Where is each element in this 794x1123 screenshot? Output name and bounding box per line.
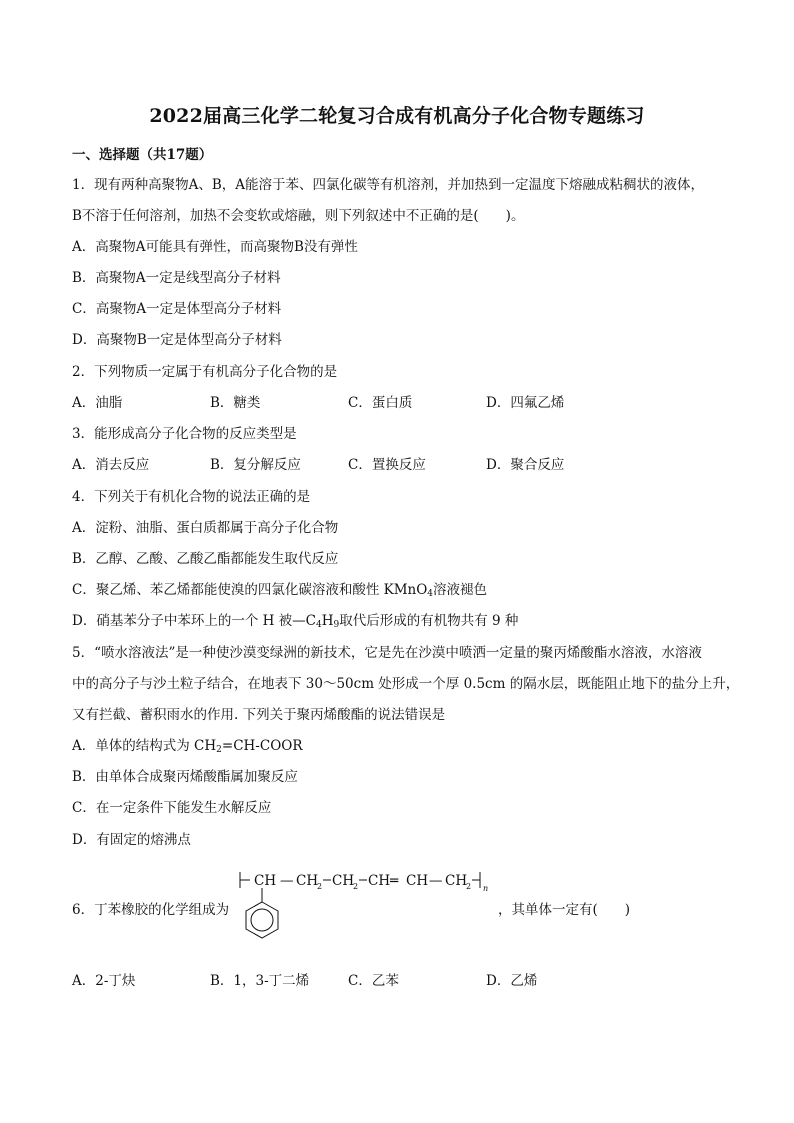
q4-option-d-text: D．硝基苯分子中苯环上的一个 H 被—C <box>72 613 317 629</box>
benzene-ring-icon <box>246 902 278 938</box>
q4-option-d-tail: 取代后形成的有机物共有 9 种 <box>339 613 519 629</box>
q4-option-c-text: C．聚乙烯、苯乙烯都能使溴的四氯化碳溶液和酸性 KMnO <box>72 582 428 598</box>
formula-ch2b: CH <box>332 873 355 889</box>
q5-option-a-text: A．单体的结构式为 CH <box>72 738 217 754</box>
q5-option-a-subscript: 2 <box>216 745 222 755</box>
q4-option-d-subscript1: 4 <box>316 620 322 630</box>
formula-ch2c: CH <box>445 873 468 889</box>
q2-options <box>72 393 564 413</box>
section-heading: 一、选择题（共17题） <box>72 147 213 163</box>
q5-stem-line2: 中的高分子与沙土粒子结合，在地表下 30～50cm 处形成一个厚 0.5cm 的隔水层，既能阻止地下的盐分上升， <box>72 676 740 692</box>
q4-option-a: A．淀粉、油脂、蛋白质都属于高分子化合物 <box>72 520 339 536</box>
formula-ch4: CH <box>406 873 429 889</box>
formula-sub1: 2 <box>317 882 323 891</box>
q3-options <box>72 455 564 475</box>
q6-option-b: B．1，3-丁二烯 <box>210 973 310 989</box>
q4-option-c-subscript: 4 <box>427 589 434 599</box>
q5-option-d: D．有固定的熔沸点 <box>72 832 191 848</box>
q5-stem-line1: 5．“喷水溶液法”是一种使沙漠变绿洲的新技术，它是先在沙漠中喷洒一定量的聚丙烯酸酯水溶液，水溶液 <box>72 645 702 661</box>
q4-option-d-mid: H <box>321 613 334 629</box>
formula-dash2: — <box>429 873 443 889</box>
q1-stem-line2: B不溶于任何溶剂，加热不会变软或熔融，则下列叙述中不正确的是( )。 <box>72 208 525 224</box>
q4-option-c-tail: 溶液褪色 <box>433 582 488 598</box>
q2-option-d: D．四氟乙烯 <box>486 395 565 411</box>
q1-option-c: C．高聚物A一定是体型高分子材料 <box>72 301 282 317</box>
q5-option-c: C．在一定条件下能发生水解反应 <box>72 800 272 816</box>
q4-option-c <box>72 580 487 604</box>
q6-option-d: D．乙烯 <box>486 973 538 989</box>
q6-stem: 6．丁苯橡胶的化学组成为 <box>72 902 230 918</box>
formula-sub2: 2 <box>353 882 359 891</box>
q1-stem-line1: 1．现有两种高聚物A、B，A能溶于苯、四氯化碳等有机溶剂，并加热到一定温度下熔融成粘稠状的液体， <box>72 177 705 193</box>
q2-option-b: B．糖类 <box>210 395 261 411</box>
formula-ch2a: CH <box>296 873 319 889</box>
q4-option-b: B．乙醇、乙酸、乙酸乙酯都能发生取代反应 <box>72 551 339 567</box>
q4-stem: 4．下列关于有机化合物的说法正确的是 <box>72 489 311 505</box>
q5-stem-line3: 又有拦截、蓄积雨水的作用. 下列关于聚丙烯酸酯的说法错误是 <box>72 707 446 723</box>
q6-option-a: A．2-丁炔 <box>72 973 136 989</box>
q1-option-b: B．高聚物A一定是线型高分子材料 <box>72 270 281 286</box>
q6-options <box>72 971 537 991</box>
formula-ch1: CH <box>254 873 277 889</box>
q3-option-c: C．置换反应 <box>348 457 426 473</box>
q3-option-a: A．消去反应 <box>72 457 150 473</box>
q4-option-d <box>72 611 518 635</box>
q5-option-a-tail: =CH-COOR <box>221 738 303 754</box>
q3-option-d: D．聚合反应 <box>486 457 565 473</box>
q2-option-a: A．油脂 <box>72 395 123 411</box>
q4-option-d-subscript2: 9 <box>333 620 340 630</box>
page-title: 2022届高三化学二轮复习合成有机高分子化合物专题练习 <box>149 105 645 127</box>
q5-option-a <box>72 736 303 760</box>
formula-double-bond: ═ <box>390 873 399 889</box>
q3-stem: 3．能形成高分子化合物的反应类型是 <box>72 426 297 442</box>
q6-stem-tail: ，其单体一定有( ) <box>498 902 631 918</box>
q6-option-c: C．乙苯 <box>348 973 399 989</box>
q1-option-d: D．高聚物B一定是体型高分子材料 <box>72 332 282 348</box>
styrene-butadiene-formula <box>236 862 496 952</box>
formula-sub3: 2 <box>466 882 472 891</box>
q2-stem: 2．下列物质一定属于有机高分子化合物的是 <box>72 364 338 380</box>
formula-n: n <box>483 884 489 893</box>
q2-option-c: C．蛋白质 <box>348 395 413 411</box>
q1-option-a: A．高聚物A可能具有弹性，而高聚物B没有弹性 <box>72 239 358 255</box>
q5-option-b: B．由单体合成聚丙烯酸酯属加聚反应 <box>72 769 298 785</box>
formula-dash1: — <box>280 873 294 889</box>
formula-ch3: CH <box>368 873 391 889</box>
q3-option-b: B．复分解反应 <box>210 457 301 473</box>
